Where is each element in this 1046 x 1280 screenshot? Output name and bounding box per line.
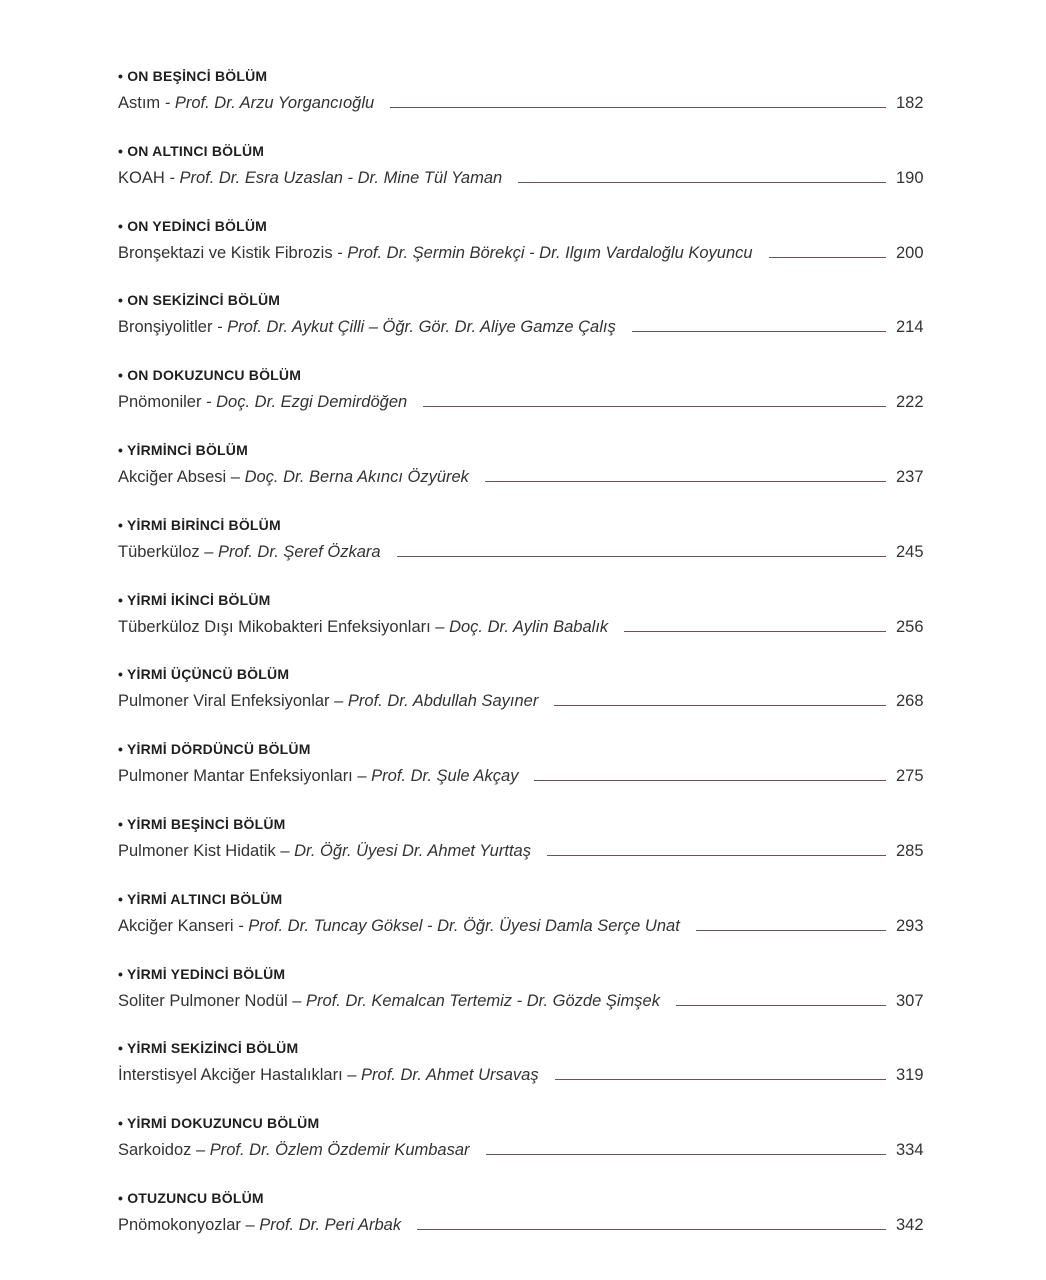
toc-entry[interactable] — [118, 290, 928, 365]
title-separator: – — [240, 1215, 260, 1234]
chapter-row[interactable] — [118, 387, 928, 413]
toc-entry[interactable] — [118, 739, 928, 814]
chapter-authors: Prof. Dr. Abdullah Sayıner — [347, 692, 539, 711]
chapter-authors: Prof. Dr. Ahmet Ursavaş — [361, 1066, 539, 1085]
chapter-title-line — [118, 690, 538, 712]
chapter-authors: Prof. Dr. Peri Arbak — [259, 1215, 402, 1234]
page-number[interactable]: 182 — [896, 94, 924, 112]
chapter-authors: Doç. Dr. Berna Akıncı Özyürek — [244, 467, 469, 486]
chapter-title-line — [118, 990, 660, 1012]
toc-entry[interactable] — [118, 141, 928, 216]
page-number[interactable]: 319 — [896, 1066, 924, 1085]
leader-line — [423, 406, 886, 407]
page-number[interactable]: 237 — [896, 467, 924, 486]
leader-line — [518, 182, 886, 183]
chapter-heading: • ON ALTINCI BÖLÜM — [118, 142, 265, 159]
chapter-title-line — [118, 391, 407, 413]
title-separator: – — [226, 467, 245, 486]
chapter-row[interactable] — [118, 163, 928, 189]
chapter-authors: Doç. Dr. Aylin Babalık — [449, 617, 609, 636]
chapter-row[interactable] — [118, 686, 928, 712]
chapter-title-line — [118, 915, 680, 937]
chapter-authors: Prof. Dr. Şeref Özkara — [217, 542, 381, 561]
chapter-title-line — [118, 840, 531, 862]
chapter-title: Pulmoner Mantar Enfeksiyonları — [118, 767, 353, 786]
page-number[interactable]: 190 — [896, 168, 924, 187]
title-separator: – — [287, 991, 307, 1010]
chapter-authors: Prof. Dr. Esra Uzaslan - Dr. Mine Tül Yaman — [179, 168, 503, 187]
page-number[interactable]: 214 — [896, 318, 924, 337]
page-number[interactable]: 256 — [896, 617, 924, 636]
page-number[interactable]: 222 — [896, 393, 924, 412]
chapter-heading: • YİRMİNCİ BÖLÜM — [118, 441, 248, 458]
chapter-title: Sarkoidoz — [118, 1141, 192, 1160]
chapter-authors: Prof. Dr. Tuncay Göksel - Dr. Öğr. Üyesi Damla Serçe Unat — [248, 916, 680, 935]
chapter-row[interactable] — [118, 1135, 928, 1161]
toc-entry[interactable] — [118, 664, 928, 739]
chapter-row[interactable] — [118, 537, 928, 563]
page-number[interactable]: 200 — [896, 243, 924, 262]
toc-entry[interactable] — [118, 515, 928, 590]
chapter-row[interactable] — [118, 836, 928, 862]
leader-line — [417, 1229, 886, 1230]
chapter-title: Akciğer Absesi — [118, 467, 227, 486]
chapter-title: Astım — [118, 94, 161, 112]
title-separator: – — [342, 1066, 362, 1085]
title-separator: – — [191, 1141, 210, 1160]
chapter-authors: Prof. Dr. Arzu Yorgancıoğlu — [174, 94, 375, 112]
title-separator: - — [212, 318, 228, 337]
toc-entry[interactable] — [118, 66, 928, 141]
page-number[interactable]: 342 — [896, 1215, 924, 1234]
toc-entry[interactable] — [118, 964, 928, 1039]
chapter-title-line — [118, 1214, 401, 1236]
chapter-title: Pnömokonyozlar — [118, 1215, 241, 1234]
chapter-row[interactable] — [118, 761, 928, 787]
chapter-heading: • ON DOKUZUNCU BÖLÜM — [118, 367, 302, 384]
page-number[interactable]: 245 — [896, 542, 924, 561]
chapter-heading: • OTUZUNCU BÖLÜM — [118, 1189, 264, 1206]
chapter-title-line — [118, 316, 616, 338]
chapter-heading: • YİRMİ BİRİNCİ BÖLÜM — [118, 516, 281, 533]
page-number[interactable]: 334 — [896, 1141, 924, 1160]
page-number[interactable]: 293 — [896, 916, 924, 935]
chapter-row[interactable] — [118, 312, 928, 338]
chapter-heading: • YİRMİ DOKUZUNCU BÖLÜM — [118, 1115, 320, 1132]
chapter-heading: • YİRMİ SEKİZİNCİ BÖLÜM — [118, 1040, 299, 1057]
chapter-title-line — [118, 616, 608, 638]
title-separator: – — [430, 617, 450, 636]
toc-entry[interactable] — [118, 440, 928, 515]
chapter-title: Tüberküloz — [118, 542, 200, 561]
leader-line — [486, 1154, 886, 1155]
chapter-authors: Prof. Dr. Aykut Çilli – Öğr. Gör. Dr. Aliye Gamze Çalış — [227, 318, 616, 337]
chapter-row[interactable] — [118, 1060, 928, 1086]
leader-line — [769, 257, 886, 258]
chapter-heading: • ON BEŞİNCİ BÖLÜM — [118, 68, 268, 84]
title-separator: - — [164, 168, 180, 187]
leader-line — [534, 780, 886, 781]
chapter-row[interactable] — [118, 238, 928, 264]
chapter-title: Bronşiyolitler — [118, 318, 213, 337]
chapter-title-line — [118, 466, 469, 488]
chapter-authors: Prof. Dr. Şermin Börekçi - Dr. Ilgım Vardaloğlu Koyuncu — [347, 243, 753, 262]
chapter-authors: Dr. Öğr. Üyesi Dr. Ahmet Yurttaş — [294, 841, 531, 860]
chapter-authors: Doç. Dr. Ezgi Demirdöğen — [216, 393, 408, 412]
chapter-title: Pulmoner Kist Hidatik — [118, 841, 276, 860]
chapter-title: Tüberküloz Dışı Mikobakteri Enfeksiyonları — [118, 617, 431, 636]
chapter-row[interactable] — [118, 88, 928, 114]
leader-line — [397, 556, 886, 557]
chapter-authors: Prof. Dr. Kemalcan Tertemiz - Dr. Gözde Şimşek — [306, 991, 660, 1010]
toc-entry[interactable] — [118, 1113, 928, 1188]
chapter-row[interactable] — [118, 1210, 928, 1236]
toc-entry[interactable] — [118, 216, 928, 291]
chapter-title: İnterstisyel Akciğer Hastalıkları — [118, 1066, 343, 1085]
chapter-heading: • YİRMİ BEŞİNCİ BÖLÜM — [118, 815, 286, 832]
chapter-heading: • YİRMİ YEDİNCİ BÖLÜM — [118, 965, 286, 982]
chapter-title-line — [118, 242, 753, 264]
chapter-title-line — [118, 1139, 470, 1161]
chapter-title-line — [118, 765, 518, 787]
leader-line — [624, 631, 886, 632]
leader-line — [554, 705, 886, 706]
chapter-title: KOAH — [118, 168, 165, 187]
leader-line — [555, 1079, 886, 1080]
title-separator: - — [332, 243, 348, 262]
toc-entry[interactable] — [118, 365, 928, 440]
page-number[interactable]: 307 — [896, 991, 924, 1010]
leader-line — [485, 481, 886, 482]
chapter-row[interactable] — [118, 612, 928, 638]
toc-entry[interactable] — [118, 590, 928, 665]
chapter-heading: • YİRMİ ÜÇÜNCÜ BÖLÜM — [118, 666, 290, 683]
page-number[interactable]: 268 — [896, 692, 924, 711]
title-separator: – — [329, 692, 348, 711]
chapter-heading: • YİRMİ İKİNCİ BÖLÜM — [118, 591, 271, 608]
toc-entry[interactable] — [118, 1188, 928, 1263]
leader-line — [547, 855, 886, 856]
chapter-title-line — [118, 92, 374, 114]
chapter-row[interactable] — [118, 986, 928, 1012]
chapter-title: Bronşektazi ve Kistik Fibrozis — [118, 243, 333, 262]
leader-line — [696, 930, 886, 931]
chapter-title: Soliter Pulmoner Nodül — [118, 991, 288, 1010]
chapter-title-line — [118, 167, 502, 189]
chapter-authors: Prof. Dr. Özlem Özdemir Kumbasar — [209, 1141, 470, 1160]
chapter-authors: Prof. Dr. Şule Akçay — [371, 767, 519, 786]
chapter-heading: • YİRMİ DÖRDÜNCÜ BÖLÜM — [118, 741, 311, 758]
chapter-heading: • ON YEDİNCİ BÖLÜM — [118, 217, 268, 234]
title-separator: - — [160, 94, 175, 112]
chapter-row[interactable] — [118, 462, 928, 488]
chapter-title: Akciğer Kanseri — [118, 916, 234, 935]
title-separator: – — [199, 542, 218, 561]
chapter-title: Pnömoniler — [118, 393, 202, 412]
toc-entry[interactable] — [118, 814, 928, 889]
chapter-heading: • YİRMİ ALTINCI BÖLÜM — [118, 890, 283, 907]
title-separator: - — [233, 916, 249, 935]
title-separator: - — [201, 393, 217, 412]
title-separator: – — [352, 767, 372, 786]
chapter-row[interactable] — [118, 911, 928, 937]
page-number[interactable]: 275 — [896, 767, 924, 786]
table-of-contents — [118, 66, 928, 1263]
chapter-title-line — [118, 1064, 539, 1086]
leader-line — [390, 107, 886, 108]
leader-line — [632, 331, 886, 332]
chapter-title-line — [118, 541, 381, 563]
page-number[interactable]: 285 — [896, 841, 924, 860]
leader-line — [676, 1005, 886, 1006]
chapter-heading: • ON SEKİZİNCİ BÖLÜM — [118, 292, 281, 309]
toc-entry[interactable] — [118, 1038, 928, 1113]
chapter-title: Pulmoner Viral Enfeksiyonlar — [118, 692, 330, 711]
title-separator: – — [275, 841, 295, 860]
toc-entry[interactable] — [118, 889, 928, 964]
